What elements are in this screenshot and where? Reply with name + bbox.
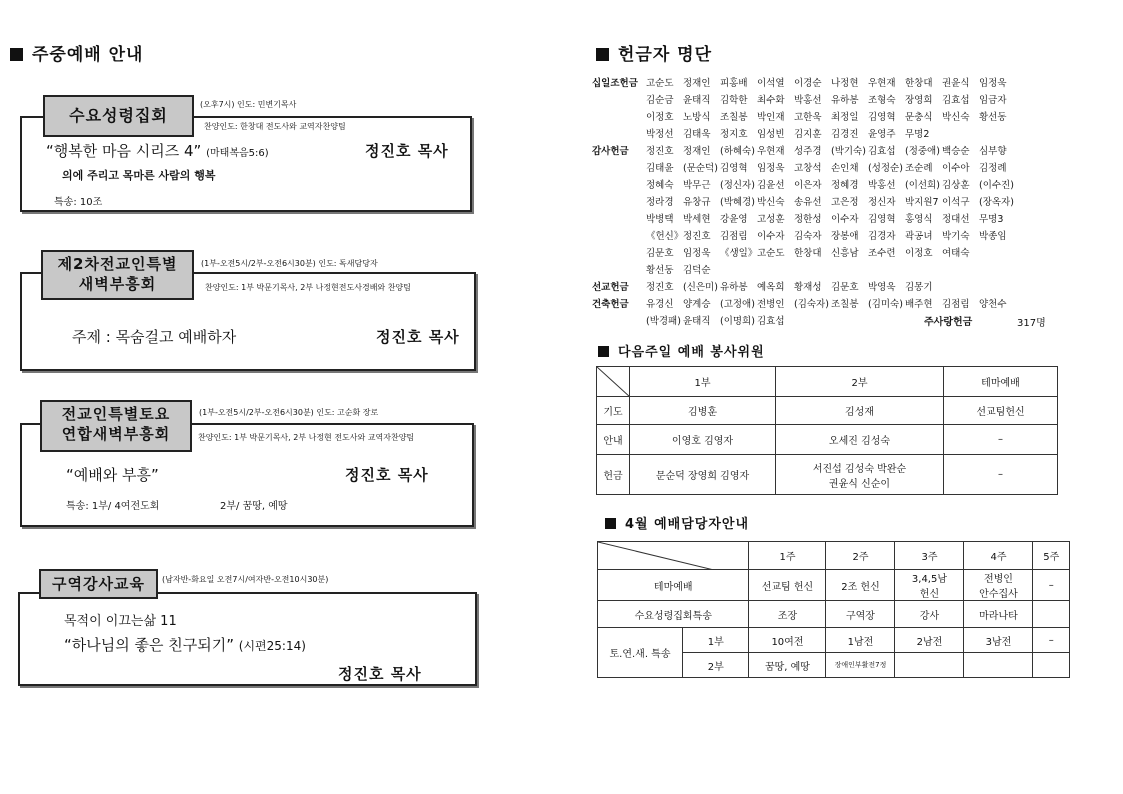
donor-name: 김순금 [646, 95, 674, 106]
donor-name: (이선희) [905, 180, 940, 191]
wednesday-label: 수요성령집회 [43, 95, 194, 137]
donor-name: 손인채 [831, 163, 859, 174]
donor-name: 박인재 [757, 112, 785, 123]
servants-cell [776, 455, 944, 495]
donor-name: 이정호 [905, 248, 933, 259]
donor-name: (장옥자) [979, 197, 1014, 208]
servants-col-3: 테마예배 [944, 367, 1058, 397]
donor-name: 정혜경 [831, 180, 859, 191]
donor-name: 이경순 [794, 78, 822, 89]
donor-name: 정한성 [794, 214, 822, 225]
donor-row [592, 126, 1016, 143]
servants-cell: – [944, 455, 1058, 495]
april-col-4: 4주 [964, 542, 1033, 570]
square-bullet-icon [596, 48, 609, 61]
donor-name: 김점림 [942, 299, 970, 310]
donor-name: 김학한 [720, 95, 748, 106]
donor-name: 권윤식 [942, 78, 970, 89]
servants-cell: 이영호 김영자 [630, 425, 776, 455]
donor-name: 조수련 [868, 248, 896, 259]
donor-category: 감사헌금 [592, 146, 629, 157]
donor-name: 장영희 [905, 95, 933, 106]
square-bullet-icon [10, 48, 23, 61]
donor-name: (김미숙) [868, 299, 903, 310]
donor-name: 우현재 [757, 146, 785, 157]
donor-name: 정지호 [720, 129, 748, 140]
district-pastor: 정진호 목사 [338, 665, 422, 683]
donor-name: 박병택 [646, 214, 674, 225]
donor-name: 김효섭 [942, 95, 970, 106]
donor-name: 윤영주 [868, 129, 896, 140]
donor-name: (정신자) [720, 180, 755, 191]
district-label: 구역강사교육 [39, 569, 158, 599]
donor-name: 김영혁 [720, 163, 748, 174]
april-cell: 조장 [749, 601, 826, 628]
donor-name: 김몽기 [905, 282, 933, 293]
april-cell: 1남전 [826, 628, 895, 653]
april-cell: 장애인부활전7정 [826, 653, 895, 678]
left-section-title: 주중예배 안내 [10, 40, 143, 65]
donor-name: 양계승 [683, 299, 711, 310]
donor-row [592, 279, 1016, 296]
donor-name: 정혜숙 [646, 180, 674, 191]
donor-name: 박홍선 [794, 95, 822, 106]
donor-name: 심부향 [979, 146, 1007, 157]
donor-name: 유하봉 [831, 95, 859, 106]
diagonal-line-icon [597, 367, 630, 397]
donor-name: 송유선 [794, 197, 822, 208]
donor-name: (김숙자) [794, 299, 829, 310]
donor-name: 고성훈 [757, 214, 785, 225]
square-bullet-icon [598, 346, 609, 357]
april-row-label: 테마예배 [598, 570, 749, 601]
saturday-pastor: 정진호 목사 [345, 466, 429, 484]
donor-row [592, 262, 1016, 279]
april-col-3: 3주 [895, 542, 964, 570]
donor-name: 박신숙 [942, 112, 970, 123]
donor-name: 이석열 [757, 78, 785, 89]
servants-cell: – [944, 425, 1058, 455]
wednesday-sermon [46, 140, 269, 161]
donor-name: 김정례 [979, 163, 1007, 174]
saturday-sermon: “예배와 부흥” [66, 466, 159, 484]
donor-name: 유하봉 [720, 282, 748, 293]
donor-name: 김효섭 [868, 146, 896, 157]
servants-title: 다음주일 예배 봉사위원 [598, 341, 765, 360]
donor-name: 고한욱 [794, 112, 822, 123]
donor-row [592, 92, 1016, 109]
donor-name: 박정선 [646, 129, 674, 140]
servants-role: 기도 [597, 397, 630, 425]
donor-name: 박종임 [979, 231, 1007, 242]
donor-name: 김지훈 [794, 129, 822, 140]
district-time: (남자반-화요일 오전7시/여자반-오전10시30분) [162, 575, 329, 584]
right-section-title: 헌금자 명단 [596, 40, 712, 65]
donor-row [592, 109, 1016, 126]
april-col-5: 5주 [1033, 542, 1070, 570]
saturday-label [40, 400, 192, 452]
donor-name: 전병인 [757, 299, 785, 310]
donor-name: 최수화 [757, 95, 785, 106]
donor-name: 고순도 [646, 78, 674, 89]
donor-name: 김숙자 [794, 231, 822, 242]
april-cell: 2남전 [895, 628, 964, 653]
saturday-special1: 특송: 1부/ 4여전도회 [66, 501, 160, 512]
donor-row [592, 194, 1016, 211]
april-cell [1033, 601, 1070, 628]
donor-name: 조칠봉 [831, 299, 859, 310]
donor-name: 이정호 [646, 112, 674, 123]
donor-name: 박신숙 [757, 197, 785, 208]
dawn-revival-praise: 찬양인도: 1부 박문기목사, 2부 나정현전도사경배와 찬양팀 [205, 283, 411, 292]
donor-name: 고은정 [831, 197, 859, 208]
donor-name: 임정욱 [683, 248, 711, 259]
servants-cell-line2: 권윤식 신순이 [828, 478, 891, 490]
servants-cell: 문순덕 장영희 김영자 [630, 455, 776, 495]
donor-name: 임정욱 [979, 78, 1007, 89]
servants-role: 안내 [597, 425, 630, 455]
donor-name: 고창석 [794, 163, 822, 174]
donor-name: 정진호 [683, 231, 711, 242]
servants-cell: 선교팀헌신 [944, 397, 1058, 425]
april-cell: – [1033, 570, 1070, 601]
donor-row [592, 296, 1016, 313]
donor-name: 최정일 [831, 112, 859, 123]
donor-category: 십일조헌금 [592, 78, 638, 89]
servants-col-2: 2부 [776, 367, 944, 397]
donor-name: (이명희) [720, 316, 755, 327]
april-col-1: 1주 [749, 542, 826, 570]
donor-name: 유경신 [646, 299, 674, 310]
donor-name: 나정현 [831, 78, 859, 89]
donor-name: 임정욱 [757, 163, 785, 174]
donor-name: 우현재 [868, 78, 896, 89]
april-cell: 선교팀 헌신 [749, 570, 826, 601]
district-line1: 목적이 이끄는삶 11 [64, 614, 177, 629]
donor-row [592, 245, 1016, 262]
donor-name: 조칠봉 [720, 112, 748, 123]
donor-name: 양천수 [979, 299, 1007, 310]
donor-name: 김덕순 [683, 265, 711, 276]
april-cell: 3남전 [964, 628, 1033, 653]
donor-name: 박기숙 [942, 231, 970, 242]
donor-name: 김영혁 [868, 214, 896, 225]
donor-name: 유창규 [683, 197, 711, 208]
wednesday-special: 특송: 10조 [54, 197, 103, 208]
april-cell [964, 653, 1033, 678]
donor-name: (성정순) [868, 163, 903, 174]
donor-name: 백승순 [942, 146, 970, 157]
april-part-label: 1부 [683, 628, 749, 653]
dawn-revival-time: (1부-오전5시/2부-오전6시30분) 인도: 독새담당자 [201, 259, 378, 268]
donor-name: 윤태직 [683, 95, 711, 106]
donor-name: 무명2 [905, 129, 930, 140]
donor-name: 김효섭 [757, 316, 785, 327]
donor-name: 황재성 [794, 282, 822, 293]
donor-name: 정신자 [868, 197, 896, 208]
donor-name: 김윤선 [757, 180, 785, 191]
donor-name: 이석구 [942, 197, 970, 208]
diagonal-cell [597, 367, 630, 397]
servants-cell: 오세진 김성숙 [776, 425, 944, 455]
donor-name: (정중애) [905, 146, 940, 157]
saturday-label-line2: 연합새벽부흥회 [61, 425, 171, 443]
april-cell [964, 570, 1033, 601]
donor-name: 황선동 [646, 265, 674, 276]
april-cell: 2조 헌신 [826, 570, 895, 601]
donor-name: 김영혁 [868, 112, 896, 123]
donor-name: 《헌신》 [646, 231, 684, 242]
dawn-revival-theme: 주제 : 목숨걸고 예배하자 [72, 328, 237, 346]
donor-name: 정재인 [683, 78, 711, 89]
donor-name: 여태숙 [942, 248, 970, 259]
dawn-revival-pastor: 정진호 목사 [376, 328, 460, 346]
wednesday-ref: (마태복음5:6) [206, 148, 269, 159]
donor-list [592, 75, 1016, 330]
april-row-label: 토.연.새. 특송 [598, 628, 683, 678]
donor-name: (박기숙) [831, 146, 866, 157]
april-cell-line2: 안수집사 [979, 589, 1018, 600]
donor-name: 정진호 [646, 146, 674, 157]
saturday-praise: 찬양인도: 1부 박문기목사, 2부 나정현 전도사와 교역자찬양팀 [198, 433, 415, 442]
jusarang-count: 317명 [1017, 318, 1046, 329]
donor-name: (고정애) [720, 299, 755, 310]
donor-name: 이은자 [794, 180, 822, 191]
wednesday-praise: 찬양인도: 한창대 전도사와 교역자찬양팀 [204, 122, 346, 131]
wednesday-time: (오후7시) 인도: 민변기목사 [200, 100, 297, 109]
servants-col-1: 1부 [630, 367, 776, 397]
donor-name: 김경진 [831, 129, 859, 140]
donor-name: 김경자 [868, 231, 896, 242]
donor-row [592, 75, 1016, 92]
donor-name: 임금자 [979, 95, 1007, 106]
donor-name: 박무근 [683, 180, 711, 191]
donor-name: 장봉애 [831, 231, 859, 242]
donor-name: 정재인 [683, 146, 711, 157]
donor-name: 문충식 [905, 112, 933, 123]
donor-name: 곽공녀 [905, 231, 933, 242]
donor-category: 선교헌금 [592, 282, 629, 293]
april-cell [1033, 653, 1070, 678]
jusarang-label: 주사랑헌금 [924, 317, 973, 328]
donor-row [592, 160, 1016, 177]
donor-name: 《생일》 [720, 248, 758, 259]
district-ref: (시편25:14) [238, 639, 306, 653]
donor-name: 노방식 [683, 112, 711, 123]
donor-name: 황선동 [979, 112, 1007, 123]
servants-cell: 김성재 [776, 397, 944, 425]
donor-name: 한창대 [794, 248, 822, 259]
donor-name: 조순례 [905, 163, 933, 174]
donor-name: (박경패) [646, 316, 681, 327]
donor-name: 이수아 [942, 163, 970, 174]
donor-name: 김태윤 [646, 163, 674, 174]
donor-name: 박홍선 [868, 180, 896, 191]
donor-name: 조형숙 [868, 95, 896, 106]
donor-category: 건축헌금 [592, 299, 629, 310]
donor-name: 정라경 [646, 197, 674, 208]
donor-name: 김문호 [831, 282, 859, 293]
donor-name: (하혜숙) [720, 146, 755, 157]
donor-name: 임성빈 [757, 129, 785, 140]
district-sermon [64, 634, 306, 655]
wednesday-sermon-title: “행복한 마음 시리즈 4” [46, 142, 202, 160]
april-cell: 구역장 [826, 601, 895, 628]
donor-name: 김점림 [720, 231, 748, 242]
donor-name: 무명3 [979, 214, 1004, 225]
servants-cell: 김병훈 [630, 397, 776, 425]
april-row-label: 수요성령집회특송 [598, 601, 749, 628]
wednesday-pastor: 정진호 목사 [365, 142, 449, 160]
district-sermon-title: “하나님의 좋은 친구되기” [64, 636, 234, 654]
donor-name: 성주경 [794, 146, 822, 157]
saturday-time: (1부-오전5시/2부-오전6시30분) 인도: 고순화 장로 [199, 408, 379, 417]
april-cell: 10여전 [749, 628, 826, 653]
donor-name: 홍영식 [905, 214, 933, 225]
donor-row [592, 143, 1016, 160]
donor-name: 김상훈 [942, 180, 970, 191]
donor-name: 이수자 [757, 231, 785, 242]
april-cell [895, 653, 964, 678]
donor-name: 정대선 [942, 214, 970, 225]
donor-name: 정진호 [646, 282, 674, 293]
donor-name: 배주현 [905, 299, 933, 310]
april-table [597, 541, 1070, 678]
donor-name: (문순덕) [683, 163, 718, 174]
donor-name: 이수자 [831, 214, 859, 225]
square-bullet-icon [605, 518, 616, 529]
april-cell: – [1033, 628, 1070, 653]
april-part-label: 2부 [683, 653, 749, 678]
donor-name: (이수진) [979, 180, 1014, 191]
donor-row [592, 228, 1016, 245]
dawn-revival-label-line2: 새벽부흥회 [78, 275, 157, 293]
donor-name: 한창대 [905, 78, 933, 89]
diagonal-line-icon [598, 542, 714, 570]
servants-table [596, 366, 1058, 495]
april-cell [895, 570, 964, 601]
donor-name: 신흥남 [831, 248, 859, 259]
april-cell-line1: 전병인 [983, 574, 1013, 585]
april-col-2: 2주 [826, 542, 895, 570]
donor-name: 예옥희 [757, 282, 785, 293]
donor-name: 김태욱 [683, 129, 711, 140]
donor-name: (신은미) [683, 282, 718, 293]
servants-cell-line1: 서진섭 김성숙 박완순 [812, 463, 907, 475]
donor-name: (박혜경) [720, 197, 755, 208]
april-title: 4월 예배담당자안내 [605, 513, 749, 532]
dawn-revival-label [41, 250, 194, 300]
april-cell-line1: 3,4,5남 [911, 574, 948, 585]
april-cell: 꿈땅, 예땅 [749, 653, 826, 678]
diagonal-cell [598, 542, 749, 570]
donor-row [592, 177, 1016, 194]
donor-name: 강윤영 [720, 214, 748, 225]
donor-name: 박영욱 [868, 282, 896, 293]
donor-row [592, 211, 1016, 228]
donor-name: 김문호 [646, 248, 674, 259]
donor-name: 고순도 [757, 248, 785, 259]
wednesday-subtitle: 의에 주리고 목마른 사람의 행복 [62, 169, 216, 182]
april-cell: 마라나타 [964, 601, 1033, 628]
donor-name: 윤태직 [683, 316, 711, 327]
april-cell-line2: 헌신 [919, 589, 940, 600]
servants-role: 헌금 [597, 455, 630, 495]
donor-name: 박지원7 [905, 197, 939, 208]
donor-name: 박세현 [683, 214, 711, 225]
donor-name: 피홍배 [720, 78, 748, 89]
april-cell: 강사 [895, 601, 964, 628]
saturday-special2: 2부/ 꿈땅, 예땅 [220, 501, 288, 512]
saturday-label-line1: 전교인특별토요 [61, 405, 171, 423]
dawn-revival-label-line1: 제2차전교인특별 [57, 255, 178, 273]
